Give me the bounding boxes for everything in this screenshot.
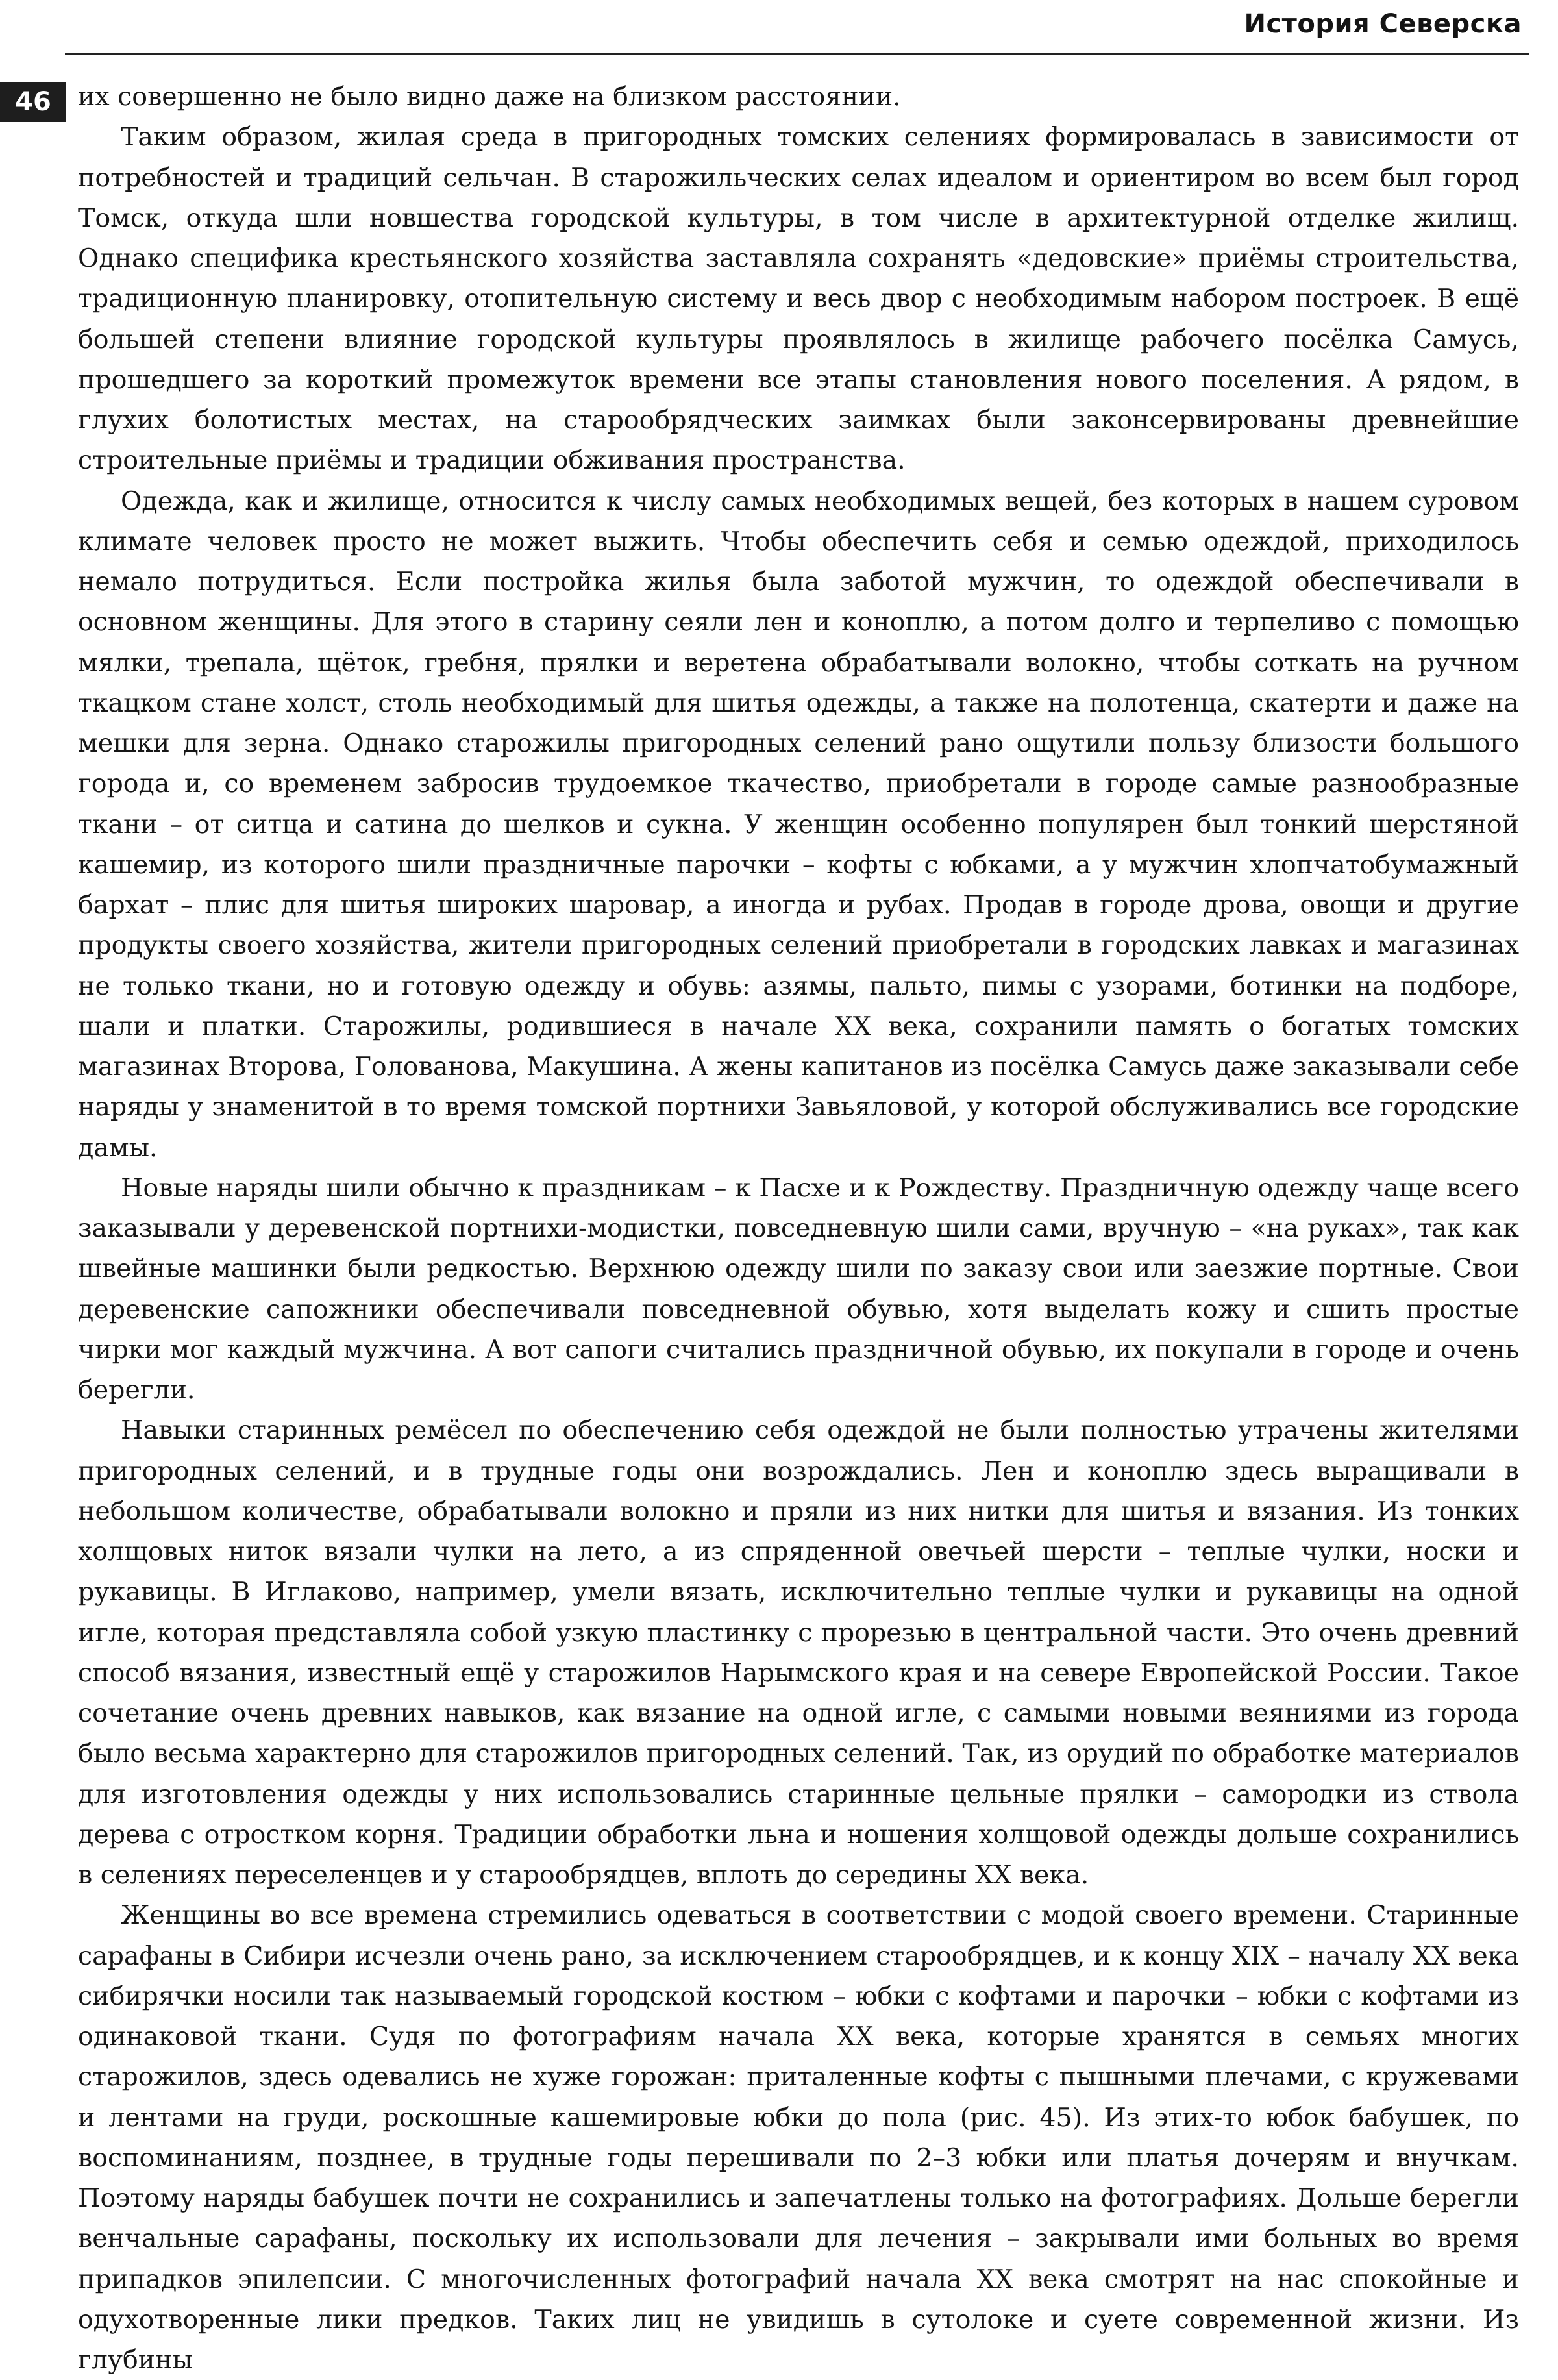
paragraph: Таким образом, жилая среда в пригородных томских селениях формировалась в зависимости от потребностей и традиций сельчан. В старожильческих селах идеалом и ориентиром во всем был город Томск, откуда шли новшества городской культуры, в том числе в архитектурной отделке жилищ. Однако специфика крестьянского хозяйства заставляла сохранять «дедовские» приёмы строительства, традиционную планировку, отопительную систему и весь двор с необходимым набором построек. В ещё большей степени влияние городской культуры проявлялось в жилище рабочего посёлка Самусь, прошедшего за короткий промежуток времени все этапы становления нового поселения. А рядом, в глухих болотистых местах, на старообрядческих заимках были законсервированы древнейшие строительные приёмы и традиции обживания пространства.: [78, 122, 1519, 476]
paragraph: Одежда, как и жилище, относится к числу самых необходимых вещей, без которых в нашем суровом климате человек просто не может выжить. Чтобы обеспечить себя и семью одеждой, приходилось немало потрудиться. Если постройка жилья была заботой мужчин, то одеждой обеспечивали в основном женщины. Для этого в старину сеяли лен и коноплю, а потом долго и терпеливо с помощью мялки, трепала, щёток, гребня, прялки и веретена обрабатывали волокно, чтобы соткать на ручном ткацком стане холст, столь необходимый для шитья одежды, а также на полотенца, скатерти и даже на мешки для зерна. Однако старожилы пригородных селений рано ощутили пользу близости большого города и, со временем забросив трудоемкое ткачество, приобретали в городе самые разнообразные ткани – от ситца и сатина до шелков и сукна. У женщин особенно популярен был тонкий шерстяной кашемир, из которого шили праздничные парочки – кофты с юбками, а у мужчин хлопчатобумажный бархат – плис для шитья широких шаровар, а иногда и рубах. Продав в городе дрова, овощи и другие продукты своего хозяйства, жители пригородных селений приобретали в городских лавках и магазинах не только ткани, но и готовую одежду и обувь: азямы, пальто, пимы с узорами, ботинки на подборе, шали и платки. Старожилы, родившиеся в начале XX века, сохранили память о богатых томских магазинах Второва, Голованова, Макушина. А жены капитанов из посёлка Самусь даже заказывали себе наряды у знаменитой в то время томской портнихи Завьяловой, у которой обслуживались все городские дамы.: [78, 486, 1519, 1163]
page-number-badge: 46: [0, 82, 66, 122]
running-title: История Северска: [1244, 9, 1522, 39]
paragraph-continued: их совершенно не было видно даже на близком расстоянии.: [78, 82, 901, 112]
paragraph: Женщины во все времена стремились одеваться в соответствии с модой своего времени. Старинные сарафаны в Сибири исчезли очень рано, за исключением старообрядцев, и к концу XIX – началу XX века сибирячки носили так называемый городской костюм – юбки с кофтами и парочки – юбки с кофтами из одинаковой ткани. Судя по фотографиям начала XX века, которые хранятся в семьях многих старожилов, здесь одевались не хуже горожан: приталенные кофты с пышными плечами, с кружевами и лентами на груди, роскошные кашемировые юбки до пола (рис. 45). Из этих-то юбок бабушек, по воспоминаниям, позднее, в трудные годы перешивали по 2–3 юбки или платья дочерям и внучкам. Поэтому наряды бабушек почти не сохранились и запечатлены только на фотографиях. Дольше берегли венчальные сарафаны, поскольку их использовали для лечения – закрывали ими больных во время припадков эпилепсии. С многочисленных фотографий начала XX века смотрят на нас спокойные и одухотворенные лики предков. Таких лиц не увидишь в сутолоке и суете современной жизни. Из глубины: [78, 1900, 1519, 2375]
header-rule: [65, 53, 1529, 55]
paragraph: Новые наряды шили обычно к праздникам – к Пасхе и к Рождеству. Праздничную одежду чаще всего заказывали у деревенской портнихи-модистки, повседневную шили сами, вручную – «на руках», так как швейные машинки были редкостью. Верхнюю одежду шили по заказу свои или заезжие портные. Свои деревенские сапожники обеспечивали повседневной обувью, хотя выделать кожу и сшить простые чирки мог каждый мужчина. А вот сапоги считались праздничной обувью, их покупали в городе и очень берегли.: [78, 1172, 1519, 1405]
body-text: [78, 77, 1519, 2380]
paragraph: Навыки старинных ремёсел по обеспечению себя одеждой не были полностью утрачены жителями пригородных селений, и в трудные годы они возрождались. Лен и коноплю здесь выращивали в небольшом количестве, обрабатывали волокно и пряли из них нитки для шитья и вязания. Из тонких холщовых ниток вязали чулки на лето, а из спряденной овечьей шерсти – теплые чулки, носки и рукавицы. В Иглаково, например, умели вязать, исключительно теплые чулки и рукавицы на одной игле, которая представляла собой узкую пластинку с прорезью в центральной части. Это очень древний способ вязания, известный ещё у старожилов Нарымского края и на севере Европейской России. Такое сочетание очень древних навыков, как вязание на одной игле, с самыми новыми веяниями из города было весьма характерно для старожилов пригородных селений. Так, из орудий по обработке материалов для изготовления одежды у них использовались старинные цельные прялки – самородки из ствола дерева с отростком корня. Традиции обработки льна и ношения холщовой одежды дольше сохранились в селениях переселенцев и у старообрядцев, вплоть до середины XX века.: [78, 1415, 1519, 1890]
